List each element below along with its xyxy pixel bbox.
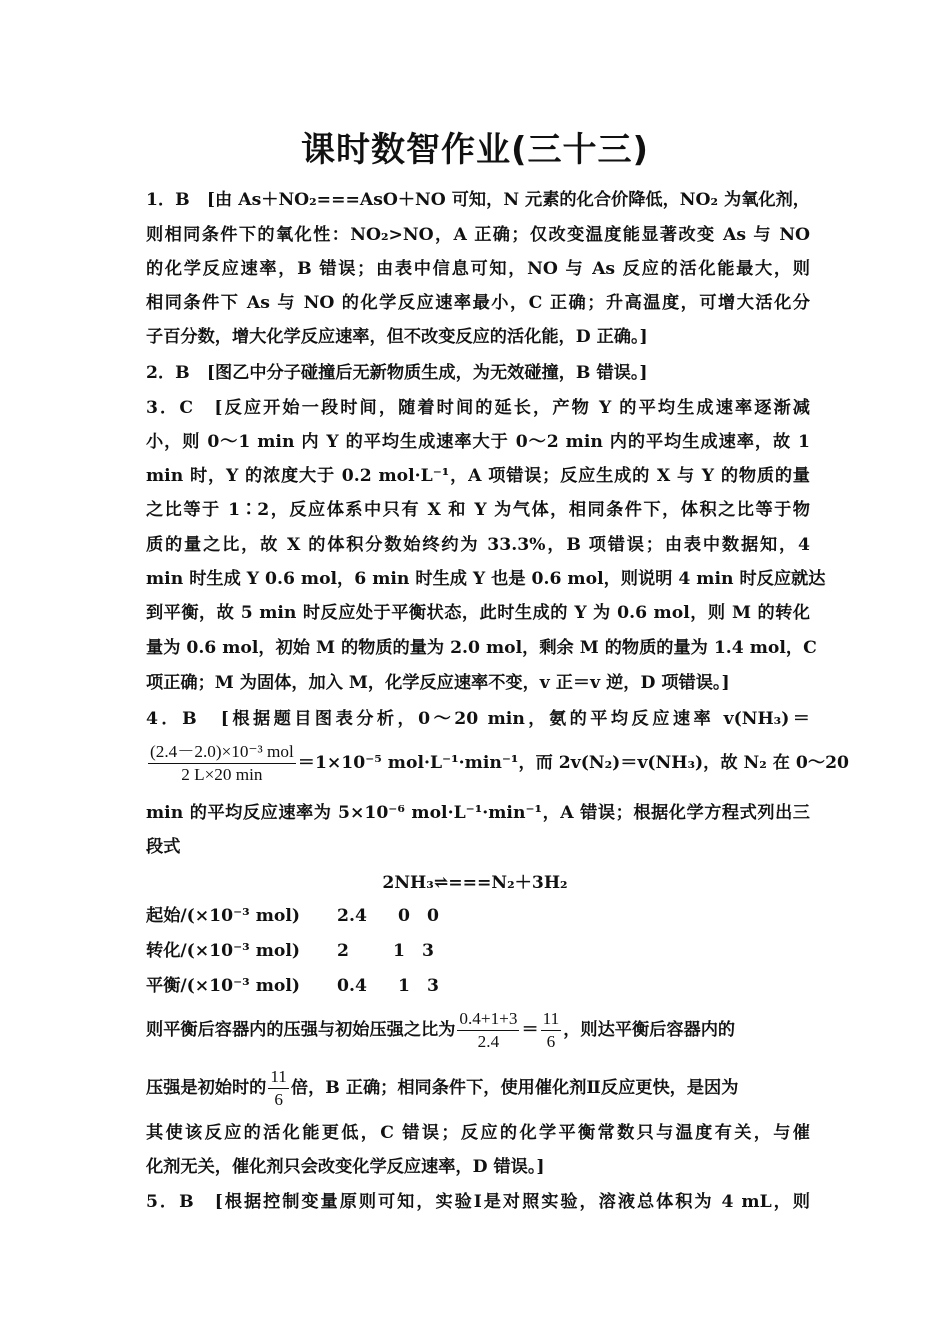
answer-4-line-8: 化剂无关，催化剂只会改变化学反应速率，D 错误。] xyxy=(146,1157,545,1177)
equals-sign: ＝ xyxy=(521,1020,539,1040)
table-cell: 1 xyxy=(398,976,410,996)
pressure-fraction-denominator: 2.4 xyxy=(477,1032,500,1051)
answer-4-line-5-end: ，则达平衡后容器内的 xyxy=(563,1020,736,1040)
ratio-fraction-numerator: 11 xyxy=(541,1008,562,1031)
answer-4-line-2 xyxy=(146,741,849,786)
answer-3-line-2: 小，则 0～1 min 内 Y 的平均生成速率大于 0～2 min 内的平均生成速率，故 1 xyxy=(146,432,810,452)
answer-1-line-5: 子百分数，增大化学反应速率，但不改变反应的活化能，D 正确。] xyxy=(146,327,648,347)
pressure-fraction-numerator: 0.4+1+3 xyxy=(457,1008,519,1031)
page-title: 课时数智作业(三十三) xyxy=(300,130,650,170)
rate-fraction xyxy=(148,741,296,786)
pressure-ratio-text: 则平衡后容器内的压强与初始压强之比为 xyxy=(146,1020,456,1040)
answer-1-line-4: 相同条件下 As 与 NO 的化学反应速率最小，C 正确；升高温度，可增大活化分 xyxy=(146,293,810,313)
table-cell: 0.4 xyxy=(337,976,367,996)
answer-3-line-6: min 时生成 Y 0.6 mol，6 min 时生成 Y 也是 0.6 mol，则说明 4 min 时反应就达 xyxy=(146,569,826,589)
table-cell: 1 xyxy=(393,941,405,961)
answer-4-line-7: 其使该反应的活化能更低，C 错误；反应的化学平衡常数只与温度有关，与催 xyxy=(146,1123,810,1143)
rate-fraction-numerator: (2.4－2.0)×10⁻³ mol xyxy=(148,741,296,764)
answer-3-line-5: 质的量之比，故 X 的体积分数始终约为 33.3%，B 项错误；由表中数据知，4 xyxy=(146,535,810,555)
answer-4-line-1: 4．B [根据题目图表分析，0～20 min，氨的平均反应速率 v(NH₃)＝ xyxy=(146,709,810,729)
answer-4-line-6-end: 倍，B 正确；相同条件下，使用催化剂Ⅱ反应更快，是因为 xyxy=(290,1078,739,1098)
multiple-fraction xyxy=(268,1066,289,1111)
answer-4-line-5 xyxy=(146,1008,735,1053)
answer-3-line-4: 之比等于 1∶2，反应体系中只有 X 和 Y 为气体，相同条件下，体积之比等于物 xyxy=(146,500,810,520)
answer-4-line-3: min 的平均反应速率为 5×10⁻⁶ mol·L⁻¹·min⁻¹，A 错误；根据化学方程式列出三 xyxy=(146,803,810,823)
answer-3-line-3: min 时，Y 的浓度大于 0.2 mol·L⁻¹，A 项错误；反应生成的 X 与 Y 的物质的量 xyxy=(146,466,810,486)
table-cell: 0 xyxy=(427,906,439,926)
table-cell: 2 xyxy=(337,941,349,961)
answer-3-line-8: 量为 0.6 mol，初始 M 的物质的量为 2.0 mol，剩余 M 的物质的量为 1.4 mol，C xyxy=(146,638,817,658)
pressure-fraction xyxy=(457,1008,519,1053)
answer-3-line-1: 3．C [反应开始一段时间，随着时间的延长，产物 Y 的平均生成速率逐渐减 xyxy=(146,398,810,418)
table-cell: 3 xyxy=(427,976,439,996)
table-cell: 0 xyxy=(398,906,410,926)
table-row-label: 起始/(×10⁻³ mol) xyxy=(146,906,300,926)
answer-3-line-7: 到平衡，故 5 min 时反应处于平衡状态，此时生成的 Y 为 0.6 mol，则 M 的转化 xyxy=(146,603,810,623)
table-row-label: 转化/(×10⁻³ mol) xyxy=(146,941,300,961)
rate-fraction-denominator: 2 L×20 min xyxy=(181,765,263,784)
answer-2-line-1: 2．B [图乙中分子碰撞后无新物质生成，为无效碰撞，B 错误。] xyxy=(146,363,648,383)
table-row-label: 平衡/(×10⁻³ mol) xyxy=(146,976,300,996)
reaction-equation: 2NH₃⇌===N₂＋3H₂ xyxy=(382,873,568,893)
answer-4-line-6-start: 压强是初始时的 xyxy=(146,1078,267,1098)
table-cell: 2.4 xyxy=(337,906,367,926)
answer-1-line-2: 则相同条件下的氧化性：NO₂>NO，A 正确；仅改变温度能显著改变 As 与 NO xyxy=(146,225,810,245)
answer-3-line-9: 项正确；M 为固体，加入 M，化学反应速率不变，v 正＝v 逆，D 项错误。] xyxy=(146,673,730,693)
ratio-fraction-denominator: 6 xyxy=(546,1032,556,1051)
answer-4-line-2-text: ＝1×10⁻⁵ mol·L⁻¹·min⁻¹，而 2v(N₂)＝v(NH₃)，故 N₂ 在 0～20 xyxy=(297,753,849,773)
multiple-fraction-denominator: 6 xyxy=(274,1090,283,1109)
table-cell: 3 xyxy=(422,941,434,961)
multiple-fraction-numerator: 11 xyxy=(268,1066,289,1089)
answer-4-line-4: 段式 xyxy=(146,837,181,857)
answer-4-line-6 xyxy=(146,1066,738,1111)
answer-1-line-3: 的化学反应速率，B 错误；由表中信息可知，NO 与 As 反应的活化能最大，则 xyxy=(146,259,810,279)
ratio-fraction xyxy=(541,1008,562,1053)
answer-1-line-1: 1．B [由 As＋NO₂===AsO＋NO 可知，N 元素的化合价降低，NO₂ 为氧化剂， xyxy=(146,190,810,210)
answer-5-line-1: 5．B [根据控制变量原则可知，实验Ⅰ是对照实验，溶液总体积为 4 mL，则 xyxy=(146,1192,810,1212)
